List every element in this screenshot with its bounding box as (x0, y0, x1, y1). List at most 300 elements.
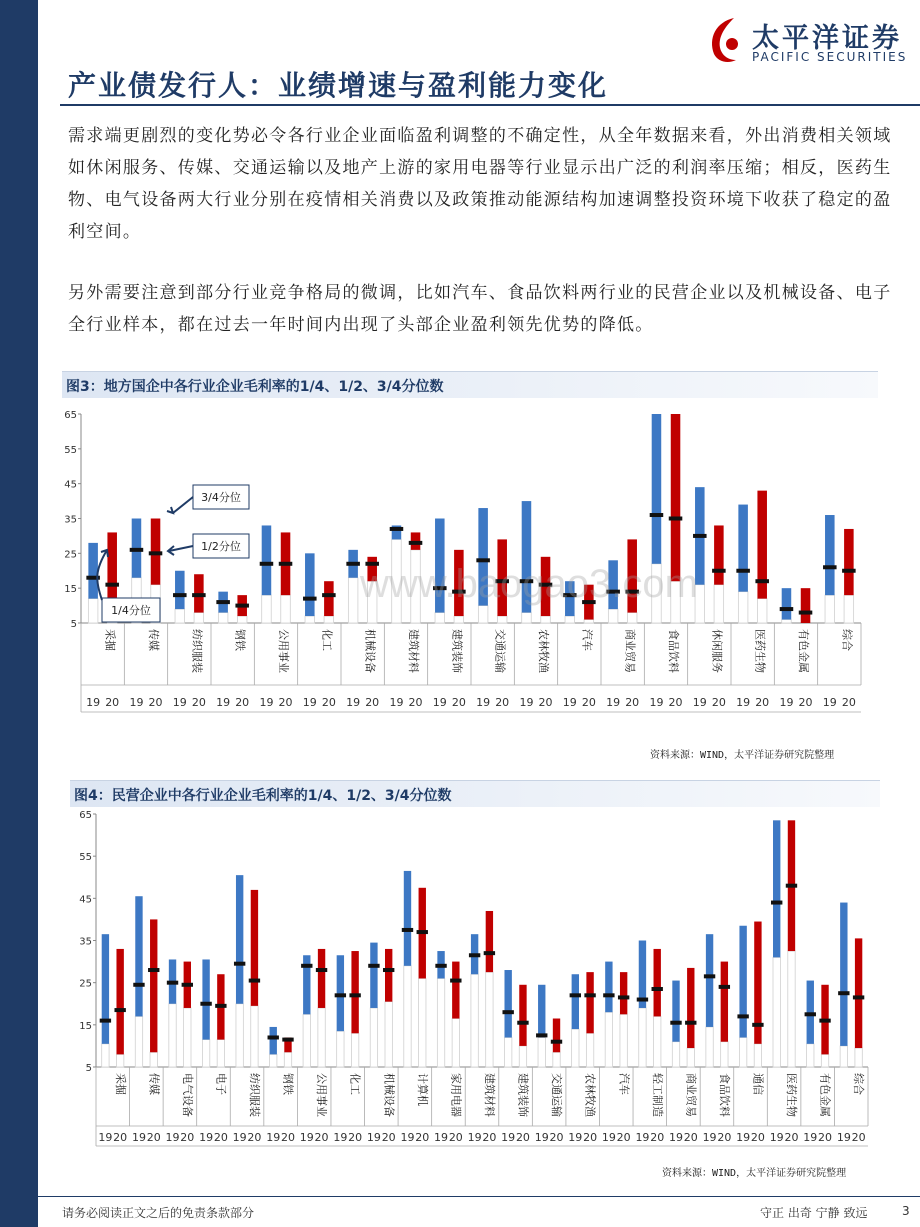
median-marker (652, 987, 663, 991)
median-marker (349, 993, 360, 997)
x-category-label: 商业贸易 (623, 629, 637, 673)
median-marker (637, 998, 648, 1002)
q1-base-bar (419, 978, 426, 1067)
x-category-label: 休闲服务 (710, 629, 724, 673)
footer-divider (38, 1196, 920, 1197)
median-marker (799, 611, 813, 615)
x-year-label: 19 (98, 1131, 113, 1144)
iqr-bar-20 (801, 588, 811, 623)
x-category-label: 有色金属 (818, 1073, 832, 1117)
median-marker (842, 569, 856, 573)
paragraph-2: 另外需要注意到部分行业竞争格局的微调，比如汽车、食品饮料两行业的民营企业以及机械设备、电子全行业样本，都在过去一年时间内出现了头部企业盈利领先优势的降低。 (68, 283, 892, 335)
x-category-label: 商业贸易 (684, 1073, 698, 1117)
x-year-label: 20 (750, 1131, 765, 1144)
q1-base-bar (739, 1037, 746, 1067)
x-category-label: 电气设备 (180, 1073, 194, 1117)
median-marker (536, 1033, 547, 1037)
q1-base-bar (687, 1048, 694, 1067)
y-tick-label: 35 (79, 936, 92, 948)
median-marker (712, 569, 726, 573)
iqr-bar-19 (807, 981, 814, 1044)
q1-base-bar (825, 595, 835, 623)
x-category-label: 综合 (852, 1073, 866, 1095)
logo-english-name: PACIFIC SECURITIES (752, 50, 908, 64)
x-year-label: 20 (515, 1131, 530, 1144)
median-marker (823, 565, 837, 569)
q1-base-bar (454, 616, 464, 623)
median-marker (435, 964, 446, 968)
x-year-label: 19 (346, 696, 361, 709)
q1-base-bar (605, 1012, 612, 1067)
q1-base-bar (88, 599, 98, 623)
x-year-label: 20 (798, 696, 813, 709)
median-marker (100, 1019, 111, 1023)
median-marker (570, 993, 581, 997)
iqr-bar-19 (404, 871, 411, 966)
median-marker (316, 968, 327, 972)
page-title: 产业债发行人：业绩增速与盈利能力变化 (68, 69, 609, 102)
x-category-label: 建筑装饰 (516, 1073, 530, 1117)
median-marker (215, 1004, 226, 1008)
median-marker (148, 968, 159, 972)
x-category-label: 钢铁 (233, 629, 247, 651)
x-year-label: 20 (818, 1131, 833, 1144)
figure-4-title: 图4：民营企业中各行业企业毛利率的1/4、1/2、3/4分位数 (74, 788, 452, 804)
x-category-label: 纺织服装 (248, 1073, 262, 1117)
x-year-label: 19 (736, 1131, 751, 1144)
y-tick-label: 45 (64, 479, 77, 491)
x-year-label: 19 (601, 1131, 616, 1144)
x-year-label: 19 (259, 696, 274, 709)
x-year-label: 20 (755, 696, 770, 709)
q1-base-bar (218, 613, 228, 623)
x-category-label: 传媒 (147, 629, 160, 651)
median-marker (182, 983, 193, 987)
iqr-bar-19 (773, 820, 780, 957)
q1-base-bar (337, 1031, 344, 1067)
x-category-label: 通信 (751, 1073, 765, 1095)
q1-base-bar (565, 616, 575, 623)
y-tick-label: 15 (64, 584, 77, 596)
q1-base-bar (237, 616, 247, 623)
x-category-label: 轻工制造 (650, 1073, 664, 1117)
x-year-label: 19 (836, 1131, 851, 1144)
median-marker (105, 583, 119, 587)
median-marker (704, 974, 715, 978)
iqr-bar-19 (337, 955, 344, 1031)
median-marker (167, 981, 178, 985)
q1-base-bar (236, 1004, 243, 1067)
iqr-bar-20 (553, 1019, 560, 1053)
footer-disclaimer: 请务必阅读正文之后的免责条款部分 (62, 1206, 255, 1220)
x-year-label: 20 (851, 1131, 866, 1144)
x-year-label: 20 (495, 696, 510, 709)
iqr-bar-20 (519, 985, 526, 1046)
median-marker (484, 951, 495, 955)
q1-base-bar (184, 1008, 191, 1067)
y-tick-label: 5 (70, 619, 77, 630)
iqr-bar-19 (135, 896, 142, 1016)
figure-3-title: 图3：地方国企中各行业企业毛利率的1/4、1/2、3/4分位数 (66, 379, 444, 395)
q1-base-bar (855, 1048, 862, 1067)
median-marker (114, 1008, 125, 1012)
q1-base-bar (782, 620, 792, 623)
median-marker (719, 985, 730, 989)
median-marker (402, 928, 413, 932)
iqr-bar-20 (318, 949, 325, 1008)
q1-base-bar (471, 974, 478, 1067)
annotation-q3-arrow-head (167, 507, 173, 513)
x-year-label: 19 (216, 696, 231, 709)
paragraph-1: 需求端更剧烈的变化势必令各行业企业面临盈利调整的不确定性，从全年数据来看，外出消费相关领域如休闲服务、传媒、交通运输以及地产上游的家用电器等行业显示出广泛的利润率压缩；相反，医药生物、电气设备两大行业分别在疫情相关消费以及政策推动能源结构加速调整投资环境下收获了稳定的盈利空间。 (68, 126, 892, 242)
iqr-bar-19 (782, 588, 792, 619)
q1-base-bar (620, 1014, 627, 1067)
x-category-label: 有色金属 (797, 629, 810, 673)
x-year-label: 19 (165, 1131, 180, 1144)
x-category-label: 传媒 (147, 1073, 161, 1095)
iqr-bar-19 (262, 525, 272, 595)
x-year-label: 19 (736, 696, 751, 709)
x-year-label: 20 (549, 1131, 564, 1144)
x-year-label: 19 (476, 696, 491, 709)
iqr-bar-20 (855, 938, 862, 1048)
figure-3-source: 资料来源：WIND，太平洋证券研究院整理 (650, 750, 835, 761)
x-category-label: 机械设备 (363, 629, 377, 673)
x-year-label: 19 (333, 1131, 348, 1144)
median-marker (260, 562, 274, 566)
q1-base-bar (773, 957, 780, 1067)
y-tick-label: 5 (85, 1063, 92, 1074)
q1-base-bar (324, 616, 334, 623)
median-marker (149, 551, 163, 555)
x-year-label: 19 (302, 696, 317, 709)
x-year-label: 19 (232, 1131, 247, 1144)
q1-base-bar (844, 595, 854, 623)
median-marker (819, 1019, 830, 1023)
q1-base-bar (150, 1052, 157, 1067)
x-year-label: 19 (467, 1131, 482, 1144)
x-year-label: 19 (131, 1131, 146, 1144)
y-tick-label: 35 (64, 514, 77, 526)
median-marker (780, 607, 794, 611)
x-category-label: 汽车 (580, 629, 594, 651)
q1-base-bar (478, 606, 488, 623)
median-marker (133, 983, 144, 987)
iqr-bar-19 (236, 875, 243, 1004)
x-year-label: 20 (180, 1131, 195, 1144)
x-year-label: 20 (668, 696, 683, 709)
x-year-label: 20 (683, 1131, 698, 1144)
left-accent-bar (0, 0, 38, 1227)
x-category-label: 食品饮料 (667, 629, 680, 673)
q1-base-bar (654, 1016, 661, 1067)
x-category-label: 机械设备 (382, 1073, 396, 1117)
q1-base-bar (584, 620, 594, 623)
x-year-label: 20 (105, 696, 120, 709)
x-year-label: 20 (191, 696, 206, 709)
q1-base-bar (351, 1033, 358, 1067)
iqr-bar-20 (721, 962, 728, 1042)
q1-base-bar (714, 585, 724, 623)
x-year-label: 19 (692, 696, 707, 709)
median-marker (268, 1035, 279, 1039)
iqr-bar-19 (175, 571, 185, 609)
x-year-label: 20 (451, 696, 466, 709)
q1-base-bar (497, 616, 507, 623)
q1-base-bar (721, 1042, 728, 1067)
logo-chinese-name: 太平洋证券 (752, 23, 902, 54)
x-year-label: 19 (129, 696, 144, 709)
x-year-label: 19 (803, 1131, 818, 1144)
iqr-bar-20 (107, 532, 117, 602)
iqr-bar-19 (270, 1027, 277, 1054)
y-tick-label: 55 (79, 852, 92, 864)
median-marker (279, 562, 293, 566)
annotation-q1-arrow (97, 550, 107, 600)
x-year-label: 19 (501, 1131, 516, 1144)
iqr-bar-19 (202, 959, 209, 1039)
q1-base-bar (738, 592, 748, 623)
watermark: www.baogao3.com (360, 562, 698, 606)
q1-base-bar (169, 1004, 176, 1067)
x-category-label: 电子 (214, 1073, 228, 1095)
x-year-label: 19 (779, 696, 794, 709)
x-year-label: 20 (278, 696, 293, 709)
median-marker (390, 527, 404, 531)
x-year-label: 20 (235, 696, 250, 709)
x-category-label: 医药生物 (753, 629, 767, 673)
q1-base-bar (840, 1046, 847, 1067)
iqr-bar-19 (739, 926, 746, 1038)
q1-base-bar (370, 1008, 377, 1067)
iqr-bar-20 (324, 581, 334, 616)
iqr-bar-20 (620, 972, 627, 1014)
y-tick-label: 65 (64, 410, 77, 421)
iqr-bar-19 (572, 974, 579, 1029)
x-category-label: 建筑材料 (483, 1073, 496, 1117)
q1-base-bar (270, 1054, 277, 1067)
median-marker (383, 968, 394, 972)
q1-base-bar (194, 613, 204, 623)
x-year-label: 20 (711, 696, 726, 709)
median-marker (216, 600, 230, 604)
x-year-label: 20 (538, 696, 553, 709)
q1-base-bar (821, 1054, 828, 1067)
x-category-label: 交通运输 (493, 629, 507, 673)
y-tick-label: 55 (64, 444, 77, 456)
x-year-label: 20 (650, 1131, 665, 1144)
q1-base-bar (284, 1052, 291, 1067)
x-year-label: 19 (635, 1131, 650, 1144)
median-marker (669, 517, 683, 521)
x-year-label: 20 (625, 696, 640, 709)
median-marker (469, 953, 480, 957)
iqr-bar-20 (150, 919, 157, 1052)
median-marker (335, 993, 346, 997)
y-tick-label: 45 (79, 894, 92, 906)
x-year-label: 20 (581, 696, 596, 709)
median-marker (130, 548, 144, 552)
figure-4-chart (74, 808, 874, 1148)
q1-base-bar (672, 1042, 679, 1067)
q1-base-bar (788, 951, 795, 1067)
x-category-label: 化工 (348, 1073, 362, 1095)
iqr-bar-19 (538, 985, 545, 1038)
q1-base-bar (202, 1040, 209, 1067)
iqr-bar-20 (654, 949, 661, 1016)
median-marker (618, 995, 629, 999)
x-year-label: 19 (172, 696, 187, 709)
annotation-q3-label: 3/4分位 (201, 491, 241, 504)
x-category-label: 建筑装饰 (450, 629, 464, 673)
x-year-label: 19 (649, 696, 664, 709)
q1-base-bar (452, 1019, 459, 1067)
median-marker (603, 993, 614, 997)
iqr-bar-20 (452, 962, 459, 1019)
figure-4-source: 资料来源：WIND，太平洋证券研究院整理 (662, 1168, 847, 1179)
company-logo (704, 14, 914, 66)
iqr-bar-19 (840, 903, 847, 1046)
median-marker (771, 901, 782, 905)
iqr-bar-20 (586, 972, 593, 1033)
q1-base-bar (627, 613, 637, 623)
x-year-label: 20 (113, 1131, 128, 1144)
iqr-bar-20 (671, 414, 681, 581)
q1-base-bar (318, 1008, 325, 1067)
iqr-bar-19 (825, 515, 835, 595)
q1-base-bar (538, 1037, 545, 1067)
median-marker (282, 1038, 293, 1042)
median-marker (173, 593, 187, 597)
median-marker (838, 991, 849, 995)
median-marker (417, 930, 428, 934)
x-year-label: 20 (280, 1131, 295, 1144)
q1-base-bar (807, 1044, 814, 1067)
median-marker (853, 995, 864, 999)
x-year-label: 20 (146, 1131, 161, 1144)
median-marker (685, 1021, 696, 1025)
median-marker (368, 964, 379, 968)
q1-base-bar (348, 578, 358, 623)
x-year-label: 19 (534, 1131, 549, 1144)
q1-base-bar (435, 613, 445, 623)
q1-base-bar (217, 1040, 224, 1067)
median-marker (322, 593, 336, 597)
x-year-label: 20 (408, 696, 423, 709)
title-divider (60, 104, 920, 106)
median-marker (249, 979, 260, 983)
x-category-label: 农林牧渔 (583, 1073, 597, 1117)
median-marker (346, 562, 360, 566)
iqr-bar-20 (486, 911, 493, 972)
iqr-bar-20 (687, 968, 694, 1048)
x-category-label: 纺织服装 (190, 629, 204, 673)
annotation-median-label: 1/2分位 (201, 540, 241, 553)
x-category-label: 医药生物 (785, 1073, 799, 1117)
x-year-label: 20 (321, 696, 336, 709)
x-category-label: 建筑材料 (407, 629, 420, 673)
median-marker (650, 513, 664, 517)
x-year-label: 20 (348, 1131, 363, 1144)
q1-base-bar (639, 1008, 646, 1067)
y-tick-label: 25 (64, 549, 77, 561)
x-year-label: 20 (784, 1131, 799, 1144)
iqr-bar-19 (672, 981, 679, 1042)
x-year-label: 20 (247, 1131, 262, 1144)
q1-base-bar (586, 1033, 593, 1067)
median-marker (200, 1002, 211, 1006)
x-year-label: 20 (717, 1131, 732, 1144)
iqr-bar-19 (738, 505, 748, 592)
x-year-label: 19 (400, 1131, 415, 1144)
q1-base-bar (504, 1037, 511, 1067)
median-marker (235, 604, 249, 608)
x-year-label: 19 (86, 696, 101, 709)
median-marker (755, 579, 769, 583)
figure-4-title-bar (70, 780, 880, 807)
footer-motto: 守正 出奇 宁静 致远 (760, 1206, 868, 1220)
q1-base-bar (135, 1016, 142, 1067)
q1-base-bar (541, 616, 551, 623)
q1-base-bar (706, 1027, 713, 1067)
x-category-label: 化工 (320, 629, 334, 651)
iqr-bar-20 (844, 529, 854, 595)
median-marker (805, 1012, 816, 1016)
q1-base-bar (116, 1054, 123, 1067)
q1-base-bar (754, 1044, 761, 1067)
figure-3-title-bar (62, 371, 878, 398)
median-marker (693, 534, 707, 538)
median-marker (303, 597, 317, 601)
median-marker (551, 1040, 562, 1044)
q1-base-bar (522, 613, 532, 623)
x-category-label: 公用事业 (277, 629, 290, 673)
median-marker (502, 1010, 513, 1014)
x-year-label: 19 (669, 1131, 684, 1144)
x-year-label: 20 (381, 1131, 396, 1144)
q1-base-bar (262, 595, 272, 623)
median-marker (670, 1021, 681, 1025)
median-marker (737, 1014, 748, 1018)
x-category-label: 汽车 (617, 1073, 631, 1095)
x-year-label: 19 (389, 696, 404, 709)
q1-base-bar (303, 1014, 310, 1067)
x-year-label: 20 (148, 696, 163, 709)
x-category-label: 综合 (840, 629, 854, 651)
median-marker (234, 962, 245, 966)
iqr-bar-20 (351, 951, 358, 1033)
q1-base-bar (175, 609, 185, 623)
iqr-bar-19 (102, 934, 109, 1044)
q1-base-bar (102, 1044, 109, 1067)
x-year-label: 19 (822, 696, 837, 709)
logo-emblem-icon (704, 14, 748, 66)
median-marker (517, 1021, 528, 1025)
x-year-label: 20 (365, 696, 380, 709)
q1-base-bar (281, 595, 291, 623)
median-marker (752, 1023, 763, 1027)
iqr-bar-19 (605, 962, 612, 1013)
x-year-label: 20 (213, 1131, 228, 1144)
median-marker (301, 964, 312, 968)
median-marker (736, 569, 750, 573)
x-category-label: 食品饮料 (717, 1073, 731, 1117)
x-year-label: 20 (583, 1131, 598, 1144)
x-year-label: 19 (199, 1131, 214, 1144)
q1-base-bar (486, 972, 493, 1067)
q1-base-bar (572, 1029, 579, 1067)
y-tick-label: 65 (79, 810, 92, 821)
